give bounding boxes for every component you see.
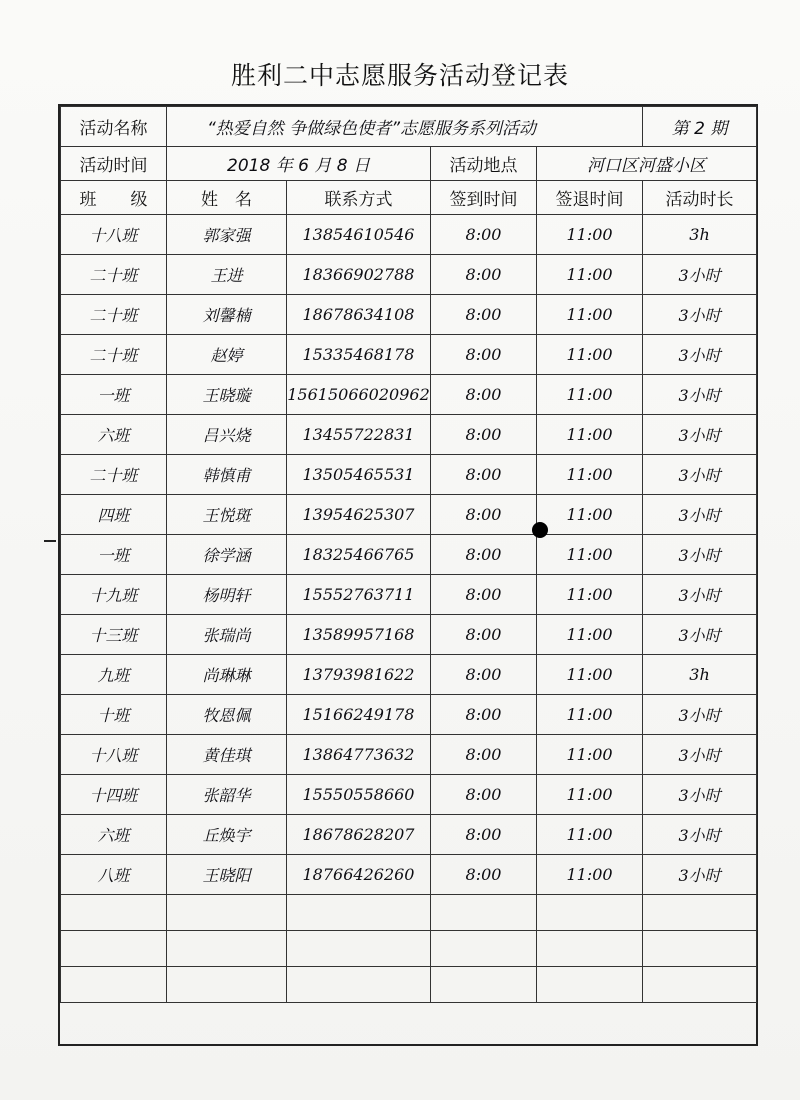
cell-duration: 3小时 [643, 575, 757, 615]
cell-duration: 3小时 [643, 255, 757, 295]
empty-row [61, 967, 757, 1003]
cell-class: 二十班 [61, 255, 167, 295]
activity-place-label: 活动地点 [431, 147, 537, 181]
activity-name-label: 活动名称 [61, 107, 167, 147]
empty-cell [167, 931, 287, 967]
cell-name: 牧恩佩 [167, 695, 287, 735]
cell-duration: 3小时 [643, 375, 757, 415]
cell-class: 二十班 [61, 455, 167, 495]
cell-name: 王晓璇 [167, 375, 287, 415]
cell-checkin: 8:00 [431, 255, 537, 295]
cell-name: 赵婷 [167, 335, 287, 375]
cell-checkout: 11:00 [537, 295, 643, 335]
cell-checkin: 8:00 [431, 495, 537, 535]
cell-duration: 3小时 [643, 735, 757, 775]
cell-name: 张韶华 [167, 775, 287, 815]
cell-class: 九班 [61, 655, 167, 695]
cell-duration: 3小时 [643, 615, 757, 655]
cell-class: 四班 [61, 495, 167, 535]
cell-duration: 3小时 [643, 535, 757, 575]
cell-phone: 18678634108 [287, 295, 431, 335]
table-row [61, 775, 757, 815]
cell-class: 十四班 [61, 775, 167, 815]
cell-phone: 18366902788 [287, 255, 431, 295]
contact-header: 联系方式 [287, 181, 431, 215]
cell-checkout: 11:00 [537, 615, 643, 655]
registration-table [60, 106, 757, 1003]
cell-name: 王进 [167, 255, 287, 295]
margin-mark [44, 540, 56, 542]
activity-date-value: 2018 年 6 月 8 日 [167, 147, 431, 181]
cell-class: 八班 [61, 855, 167, 895]
table-row [61, 655, 757, 695]
cell-name: 韩慎甫 [167, 455, 287, 495]
cell-duration: 3小时 [643, 415, 757, 455]
cell-name: 吕兴烧 [167, 415, 287, 455]
name-header: 姓 名 [167, 181, 287, 215]
cell-name: 王晓阳 [167, 855, 287, 895]
cell-name: 张瑞尚 [167, 615, 287, 655]
cell-duration: 3小时 [643, 295, 757, 335]
empty-cell [537, 931, 643, 967]
table-row [61, 295, 757, 335]
cell-class: 十班 [61, 695, 167, 735]
table-row [61, 815, 757, 855]
cell-checkin: 8:00 [431, 455, 537, 495]
cell-phone: 13455722831 [287, 415, 431, 455]
cell-duration: 3小时 [643, 455, 757, 495]
cell-checkout: 11:00 [537, 655, 643, 695]
cell-class: 一班 [61, 535, 167, 575]
cell-checkout: 11:00 [537, 255, 643, 295]
table-row [61, 255, 757, 295]
cell-checkin: 8:00 [431, 535, 537, 575]
empty-cell [431, 967, 537, 1003]
empty-cell [61, 895, 167, 931]
ink-dot [532, 522, 548, 538]
cell-checkin: 8:00 [431, 575, 537, 615]
empty-cell [431, 895, 537, 931]
cell-phone: 15615066020962 [287, 375, 431, 415]
cell-checkout: 11:00 [537, 815, 643, 855]
cell-duration: 3h [643, 215, 757, 255]
activity-place-value: 河口区河盛小区 [537, 147, 757, 181]
cell-phone: 13854610546 [287, 215, 431, 255]
cell-checkout: 11:00 [537, 535, 643, 575]
cell-duration: 3小时 [643, 335, 757, 375]
table-row [61, 495, 757, 535]
checkin-header: 签到时间 [431, 181, 537, 215]
cell-phone: 13954625307 [287, 495, 431, 535]
cell-checkout: 11:00 [537, 375, 643, 415]
cell-duration: 3h [643, 655, 757, 695]
cell-duration: 3小时 [643, 815, 757, 855]
empty-cell [167, 967, 287, 1003]
cell-class: 十八班 [61, 735, 167, 775]
empty-cell [287, 931, 431, 967]
cell-phone: 13864773632 [287, 735, 431, 775]
cell-duration: 3小时 [643, 775, 757, 815]
cell-class: 一班 [61, 375, 167, 415]
cell-checkin: 8:00 [431, 215, 537, 255]
cell-name: 黄佳琪 [167, 735, 287, 775]
cell-checkin: 8:00 [431, 415, 537, 455]
table-row [61, 615, 757, 655]
cell-phone: 15550558660 [287, 775, 431, 815]
cell-phone: 13589957168 [287, 615, 431, 655]
cell-class: 二十班 [61, 295, 167, 335]
cell-checkout: 11:00 [537, 855, 643, 895]
duration-header: 活动时长 [643, 181, 757, 215]
empty-row [61, 931, 757, 967]
cell-duration: 3小时 [643, 855, 757, 895]
activity-time-label: 活动时间 [61, 147, 167, 181]
empty-cell [537, 967, 643, 1003]
cell-checkout: 11:00 [537, 775, 643, 815]
cell-class: 十八班 [61, 215, 167, 255]
cell-name: 杨明轩 [167, 575, 287, 615]
cell-phone: 18325466765 [287, 535, 431, 575]
empty-cell [61, 967, 167, 1003]
registration-form [58, 104, 758, 1046]
cell-duration: 3小时 [643, 495, 757, 535]
cell-phone: 15552763711 [287, 575, 431, 615]
cell-name: 刘馨楠 [167, 295, 287, 335]
empty-row [61, 895, 757, 931]
table-row [61, 575, 757, 615]
activity-name-row [61, 107, 757, 147]
cell-class: 十九班 [61, 575, 167, 615]
activity-name-value: “热爱自然 争做绿色使者”志愿服务系列活动 [167, 107, 643, 147]
table-row [61, 855, 757, 895]
class-header: 班 级 [61, 181, 167, 215]
cell-name: 郭家强 [167, 215, 287, 255]
cell-class: 六班 [61, 815, 167, 855]
empty-cell [643, 931, 757, 967]
empty-cell [431, 931, 537, 967]
activity-time-row [61, 147, 757, 181]
cell-checkin: 8:00 [431, 335, 537, 375]
cell-checkin: 8:00 [431, 615, 537, 655]
column-header-row [61, 181, 757, 215]
cell-name: 丘焕宇 [167, 815, 287, 855]
table-row [61, 735, 757, 775]
table-row [61, 535, 757, 575]
cell-checkin: 8:00 [431, 295, 537, 335]
cell-checkout: 11:00 [537, 495, 643, 535]
cell-checkin: 8:00 [431, 695, 537, 735]
cell-class: 六班 [61, 415, 167, 455]
issue-number: 第 2 期 [643, 107, 757, 147]
cell-phone: 15166249178 [287, 695, 431, 735]
cell-checkout: 11:00 [537, 735, 643, 775]
cell-checkin: 8:00 [431, 815, 537, 855]
cell-class: 二十班 [61, 335, 167, 375]
cell-checkin: 8:00 [431, 375, 537, 415]
table-row [61, 455, 757, 495]
cell-checkout: 11:00 [537, 455, 643, 495]
table-row [61, 375, 757, 415]
cell-phone: 15335468178 [287, 335, 431, 375]
cell-phone: 13793981622 [287, 655, 431, 695]
cell-name: 徐学涵 [167, 535, 287, 575]
cell-checkout: 11:00 [537, 335, 643, 375]
cell-checkin: 8:00 [431, 735, 537, 775]
cell-phone: 18766426260 [287, 855, 431, 895]
empty-cell [537, 895, 643, 931]
cell-duration: 3小时 [643, 695, 757, 735]
empty-cell [643, 895, 757, 931]
cell-checkout: 11:00 [537, 215, 643, 255]
table-row [61, 415, 757, 455]
empty-cell [287, 967, 431, 1003]
document-title: 胜利二中志愿服务活动登记表 [230, 61, 569, 90]
cell-phone: 18678628207 [287, 815, 431, 855]
empty-cell [61, 931, 167, 967]
cell-name: 王悦斑 [167, 495, 287, 535]
cell-name: 尚琳琳 [167, 655, 287, 695]
table-row [61, 695, 757, 735]
cell-class: 十三班 [61, 615, 167, 655]
table-row [61, 215, 757, 255]
checkout-header: 签退时间 [537, 181, 643, 215]
empty-cell [643, 967, 757, 1003]
empty-cell [167, 895, 287, 931]
cell-checkout: 11:00 [537, 415, 643, 455]
cell-phone: 13505465531 [287, 455, 431, 495]
cell-checkout: 11:00 [537, 695, 643, 735]
cell-checkin: 8:00 [431, 775, 537, 815]
cell-checkout: 11:00 [537, 575, 643, 615]
table-row [61, 335, 757, 375]
cell-checkin: 8:00 [431, 655, 537, 695]
empty-cell [287, 895, 431, 931]
cell-checkin: 8:00 [431, 855, 537, 895]
